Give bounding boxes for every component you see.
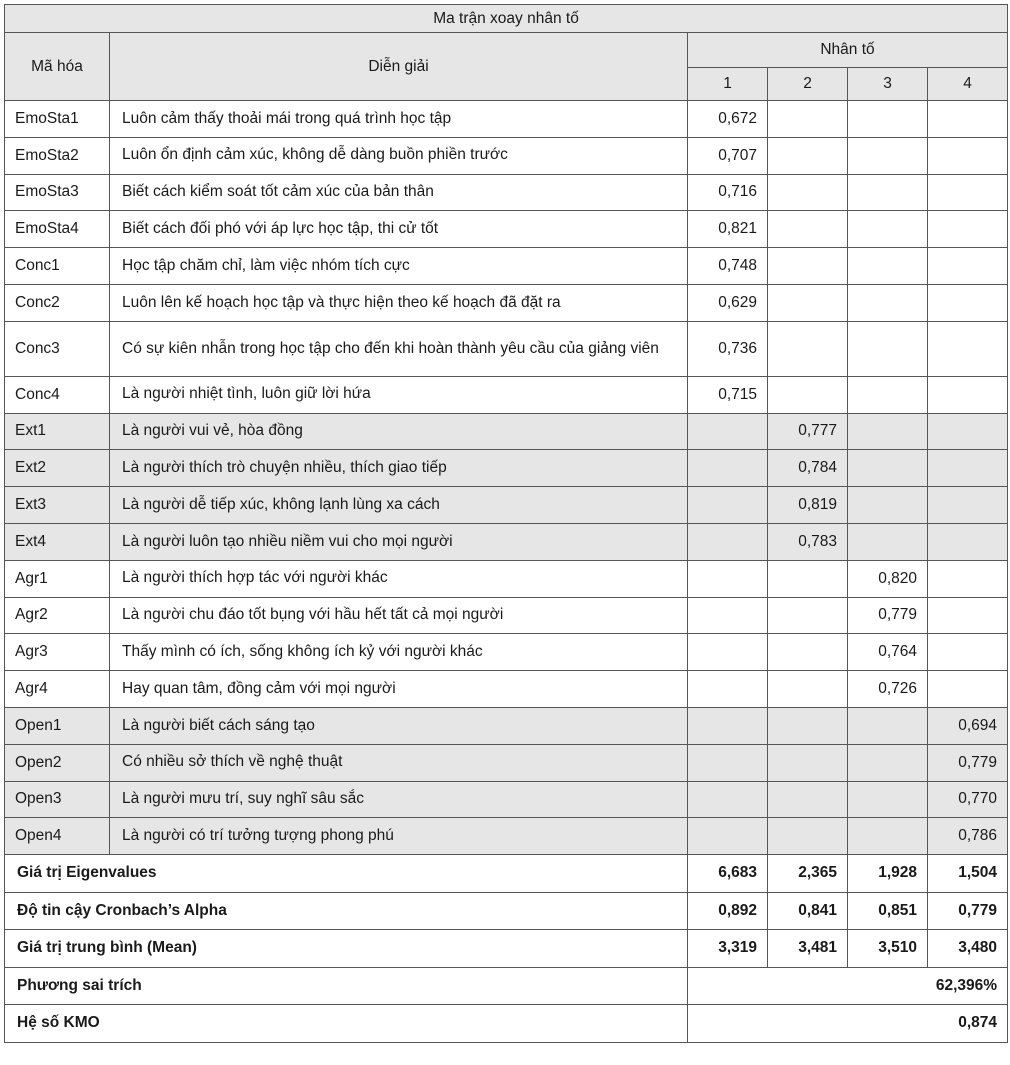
table-row	[5, 487, 1008, 524]
header-row-1	[5, 33, 1008, 68]
factor-loading-3	[848, 413, 928, 450]
stat-value-1: 3,319	[688, 930, 768, 968]
factor-loading-2	[768, 781, 848, 818]
factor-loading-3	[848, 818, 928, 855]
factor-loading-1: 0,707	[688, 137, 768, 174]
factor-loading-2: 0,819	[768, 487, 848, 524]
variance-value: 62,396%	[688, 967, 1008, 1005]
item-code: EmoSta4	[5, 211, 110, 248]
factor-loading-1	[688, 560, 768, 597]
item-description: Là người thích trò chuyện nhiều, thích giao tiếp	[110, 450, 688, 487]
factor-loading-2	[768, 818, 848, 855]
item-description: Thấy mình có ích, sống không ích kỷ với người khác	[110, 634, 688, 671]
factor-loading-2	[768, 101, 848, 138]
table-row	[5, 413, 1008, 450]
factor-loading-3	[848, 707, 928, 744]
factor-loading-2	[768, 560, 848, 597]
item-code: Agr4	[5, 671, 110, 708]
table-row	[5, 137, 1008, 174]
item-code: Agr3	[5, 634, 110, 671]
item-description: Có sự kiên nhẫn trong học tập cho đến khi hoàn thành yêu cầu của giảng viên	[110, 321, 688, 376]
stat-value-1: 0,892	[688, 892, 768, 930]
item-code: EmoSta3	[5, 174, 110, 211]
stat-value-4: 1,504	[928, 855, 1008, 893]
table-row	[5, 818, 1008, 855]
kmo-value: 0,874	[688, 1005, 1008, 1043]
factor-loading-4	[928, 174, 1008, 211]
item-description: Biết cách đối phó với áp lực học tập, thi cử tốt	[110, 211, 688, 248]
factor-loading-1	[688, 671, 768, 708]
factor-loading-1	[688, 523, 768, 560]
item-description: Có nhiều sở thích về nghệ thuật	[110, 744, 688, 781]
factor-loading-1	[688, 450, 768, 487]
factor-loading-2	[768, 597, 848, 634]
factor-loading-3: 0,820	[848, 560, 928, 597]
stat-label: Độ tin cậy Cronbach’s Alpha	[5, 892, 688, 930]
factor-loading-1: 0,748	[688, 248, 768, 285]
item-description: Luôn ổn định cảm xúc, không dễ dàng buồn phiền trước	[110, 137, 688, 174]
item-description: Là người biết cách sáng tạo	[110, 707, 688, 744]
item-code: Ext3	[5, 487, 110, 524]
item-code: Open4	[5, 818, 110, 855]
variance-label: Phương sai trích	[5, 967, 688, 1005]
item-description: Luôn cảm thấy thoải mái trong quá trình học tập	[110, 101, 688, 138]
header-factor-group: Nhân tố	[688, 33, 1008, 68]
header-code: Mã hóa	[5, 33, 110, 101]
factor-loading-1	[688, 634, 768, 671]
factor-loading-3: 0,726	[848, 671, 928, 708]
factor-loading-2	[768, 321, 848, 376]
variance-row	[5, 967, 1008, 1005]
item-description: Là người có trí tưởng tượng phong phú	[110, 818, 688, 855]
item-code: Agr1	[5, 560, 110, 597]
factor-loading-1: 0,672	[688, 101, 768, 138]
factor-loading-2	[768, 174, 848, 211]
table-row	[5, 597, 1008, 634]
factor-loading-1: 0,629	[688, 284, 768, 321]
item-code: Ext2	[5, 450, 110, 487]
item-description: Luôn lên kế hoạch học tập và thực hiện theo kế hoạch đã đặt ra	[110, 284, 688, 321]
item-description: Là người thích hợp tác với người khác	[110, 560, 688, 597]
item-code: Open3	[5, 781, 110, 818]
factor-loading-2	[768, 634, 848, 671]
factor-loading-1: 0,821	[688, 211, 768, 248]
item-code: Ext4	[5, 523, 110, 560]
stat-value-1: 6,683	[688, 855, 768, 893]
table-row	[5, 101, 1008, 138]
factor-loading-3	[848, 248, 928, 285]
factor-loading-3	[848, 137, 928, 174]
factor-loading-4	[928, 413, 1008, 450]
factor-loading-4	[928, 284, 1008, 321]
factor-loading-2	[768, 671, 848, 708]
factor-loading-3	[848, 523, 928, 560]
factor-loading-3	[848, 101, 928, 138]
item-code: Open1	[5, 707, 110, 744]
factor-loading-3	[848, 487, 928, 524]
factor-loading-2: 0,783	[768, 523, 848, 560]
table-title: Ma trận xoay nhân tố	[5, 5, 1008, 33]
factor-loading-3: 0,764	[848, 634, 928, 671]
item-description: Là người mưu trí, suy nghĩ sâu sắc	[110, 781, 688, 818]
item-description: Là người chu đáo tốt bụng với hầu hết tất cả mọi người	[110, 597, 688, 634]
stat-label: Giá trị trung bình (Mean)	[5, 930, 688, 968]
factor-loading-2: 0,784	[768, 450, 848, 487]
factor-loading-4	[928, 597, 1008, 634]
factor-loading-4	[928, 321, 1008, 376]
stat-value-4: 0,779	[928, 892, 1008, 930]
header-factor-1: 1	[688, 68, 768, 101]
stat-row	[5, 930, 1008, 968]
table-row	[5, 284, 1008, 321]
stat-value-2: 2,365	[768, 855, 848, 893]
factor-loading-4	[928, 248, 1008, 285]
factor-loading-2	[768, 744, 848, 781]
table-row	[5, 634, 1008, 671]
item-code: Ext1	[5, 413, 110, 450]
factor-loading-4	[928, 211, 1008, 248]
factor-loading-4	[928, 137, 1008, 174]
item-description: Là người luôn tạo nhiều niềm vui cho mọi người	[110, 523, 688, 560]
table-row	[5, 211, 1008, 248]
stat-row	[5, 892, 1008, 930]
factor-loading-3	[848, 211, 928, 248]
item-code: Agr2	[5, 597, 110, 634]
stat-value-3: 0,851	[848, 892, 928, 930]
item-description: Là người dễ tiếp xúc, không lạnh lùng xa cách	[110, 487, 688, 524]
factor-loading-4: 0,779	[928, 744, 1008, 781]
item-description: Biết cách kiểm soát tốt cảm xúc của bản thân	[110, 174, 688, 211]
factor-loading-3	[848, 284, 928, 321]
kmo-label: Hệ số KMO	[5, 1005, 688, 1043]
item-code: Conc4	[5, 376, 110, 413]
factor-loading-1: 0,715	[688, 376, 768, 413]
factor-loading-4: 0,694	[928, 707, 1008, 744]
table-row	[5, 671, 1008, 708]
factor-rotation-matrix-table	[4, 4, 1008, 1043]
table-row	[5, 560, 1008, 597]
factor-loading-2	[768, 376, 848, 413]
factor-loading-3	[848, 174, 928, 211]
factor-loading-4	[928, 671, 1008, 708]
factor-loading-3	[848, 321, 928, 376]
table-row	[5, 248, 1008, 285]
item-description: Là người nhiệt tình, luôn giữ lời hứa	[110, 376, 688, 413]
factor-loading-2	[768, 284, 848, 321]
stat-value-4: 3,480	[928, 930, 1008, 968]
table-title-row	[5, 5, 1008, 33]
factor-loading-1	[688, 744, 768, 781]
item-code: Open2	[5, 744, 110, 781]
factor-loading-1	[688, 487, 768, 524]
factor-loading-2	[768, 248, 848, 285]
item-description: Hay quan tâm, đồng cảm với mọi người	[110, 671, 688, 708]
factor-loading-4: 0,786	[928, 818, 1008, 855]
factor-loading-1	[688, 781, 768, 818]
factor-loading-3	[848, 781, 928, 818]
table-row	[5, 744, 1008, 781]
table-row	[5, 450, 1008, 487]
factor-loading-1	[688, 597, 768, 634]
factor-loading-4	[928, 450, 1008, 487]
item-description: Là người vui vẻ, hòa đồng	[110, 413, 688, 450]
item-code: Conc3	[5, 321, 110, 376]
table-row	[5, 174, 1008, 211]
header-factor-2: 2	[768, 68, 848, 101]
stat-value-3: 1,928	[848, 855, 928, 893]
header-factor-3: 3	[848, 68, 928, 101]
item-code: EmoSta2	[5, 137, 110, 174]
table-row	[5, 376, 1008, 413]
kmo-row	[5, 1005, 1008, 1043]
factor-loading-1	[688, 818, 768, 855]
stat-value-2: 3,481	[768, 930, 848, 968]
factor-loading-4	[928, 101, 1008, 138]
factor-loading-1: 0,716	[688, 174, 768, 211]
stat-row	[5, 855, 1008, 893]
header-factor-4: 4	[928, 68, 1008, 101]
stat-label: Giá trị Eigenvalues	[5, 855, 688, 893]
table-row	[5, 707, 1008, 744]
item-code: EmoSta1	[5, 101, 110, 138]
factor-loading-1	[688, 707, 768, 744]
header-description: Diễn giải	[110, 33, 688, 101]
stat-value-3: 3,510	[848, 930, 928, 968]
factor-loading-4	[928, 487, 1008, 524]
item-code: Conc1	[5, 248, 110, 285]
table-row	[5, 523, 1008, 560]
factor-loading-1: 0,736	[688, 321, 768, 376]
factor-loading-4	[928, 523, 1008, 560]
item-description: Học tập chăm chỉ, làm việc nhóm tích cực	[110, 248, 688, 285]
factor-loading-2	[768, 137, 848, 174]
factor-loading-2: 0,777	[768, 413, 848, 450]
table-row	[5, 781, 1008, 818]
factor-loading-3	[848, 450, 928, 487]
factor-loading-4	[928, 560, 1008, 597]
factor-loading-4: 0,770	[928, 781, 1008, 818]
factor-loading-1	[688, 413, 768, 450]
factor-loading-3	[848, 744, 928, 781]
factor-loading-3	[848, 376, 928, 413]
factor-loading-2	[768, 211, 848, 248]
factor-loading-2	[768, 707, 848, 744]
factor-loading-4	[928, 376, 1008, 413]
factor-loading-4	[928, 634, 1008, 671]
stat-value-2: 0,841	[768, 892, 848, 930]
item-code: Conc2	[5, 284, 110, 321]
factor-loading-3: 0,779	[848, 597, 928, 634]
table-row	[5, 321, 1008, 376]
